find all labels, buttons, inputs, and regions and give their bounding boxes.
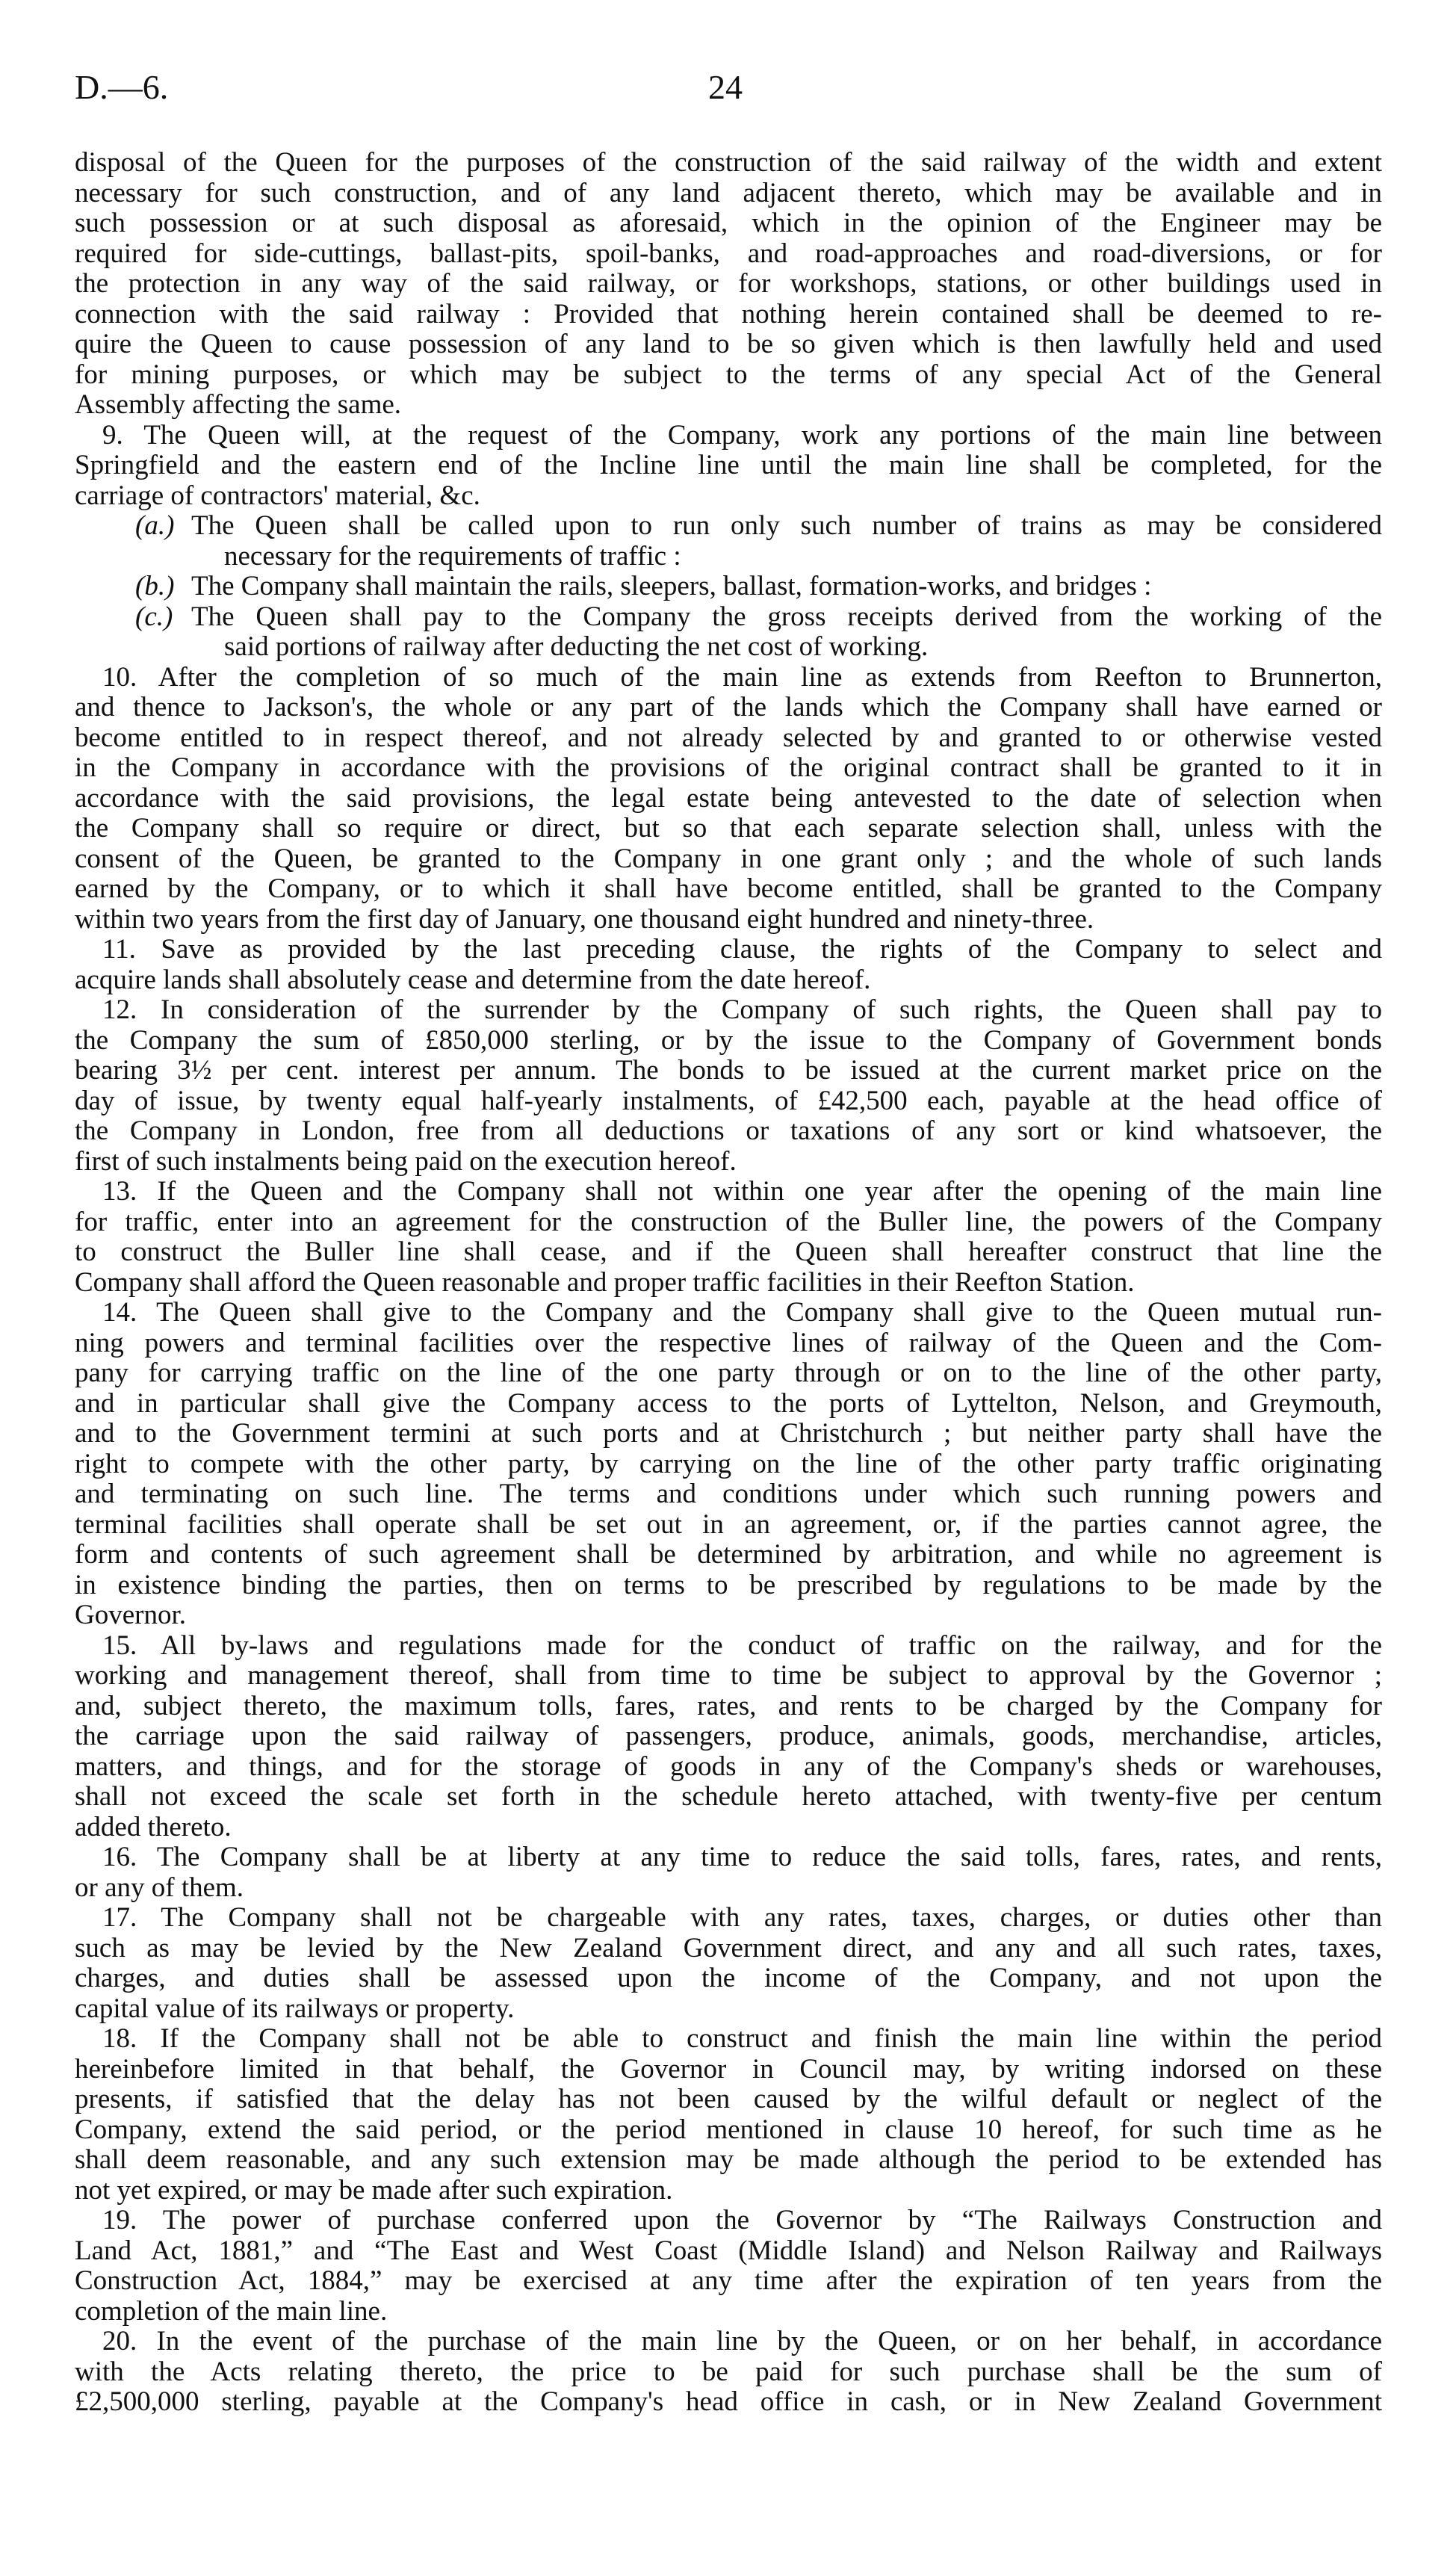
text-line bbox=[135, 572, 1382, 602]
text-line: with the Acts relating thereto, the price to be paid for such purchase shall be the sum of bbox=[75, 2356, 1382, 2387]
text-line: the carriage upon the said railway of passengers, produce, animals, goods, merchandise, articles, bbox=[75, 1721, 1382, 1751]
text-line: pany for carrying traffic on the line of the one party through or on to the line of the other party, bbox=[75, 1358, 1382, 1388]
text-line: 10. After the completion of so much of the main line as extends from Reefton to Brunnerton, bbox=[102, 661, 1382, 693]
text-line: not yet expired, or may be made after such expiration. bbox=[75, 2174, 673, 2206]
text-line: hereinbefore limited in that behalf, the Governor in Council may, by writing indorsed on these bbox=[75, 2053, 1382, 2085]
text-line: in the Company in accordance with the provisions of the original contract shall be granted to it in bbox=[75, 752, 1382, 783]
text-line: the Company in London, free from all deductions or taxations of any sort or kind whatsoever, the bbox=[75, 1115, 1382, 1146]
text-line: presents, if satisfied that the delay has not been caused by the wilful default or neglect of the bbox=[75, 2084, 1382, 2114]
text-line: Springfield and the eastern end of the Incline line until the main line shall be completed, for the bbox=[75, 450, 1382, 480]
text-line: 14. The Queen shall give to the Company and the Company shall give to the Queen mutual run- bbox=[102, 1297, 1382, 1328]
text-line: carriage of contractors' material, &c. bbox=[75, 480, 480, 511]
subclause-text: The Company shall maintain the rails, sleepers, ballast, formation-works, and bridges : bbox=[191, 571, 1152, 601]
text-line: the Company shall so require or direct, but so that each separate selection shall, unless with the bbox=[75, 813, 1382, 844]
text-line: working and management thereof, shall from time to time be subject to approval by the Governor ; bbox=[75, 1660, 1382, 1691]
text-line: for traffic, enter into an agreement for the construction of the Buller line, the powers of the Company bbox=[75, 1206, 1382, 1237]
subclause-text: The Queen shall pay to the Company the gross receipts derived from the working of the bbox=[191, 601, 1382, 632]
text-line: within two years from the first day of January, one thousand eight hundred and ninety-three. bbox=[75, 903, 1094, 935]
text-line: 15. All by-laws and regulations made for the conduct of traffic on the railway, and for the bbox=[102, 1630, 1382, 1661]
text-line: earned by the Company, or to which it shall have become entitled, shall be granted to the Company bbox=[75, 873, 1382, 904]
text-line: necessary for such construction, and of any land adjacent thereto, which may be available and in bbox=[75, 177, 1382, 208]
text-line: first of such instalments being paid on the execution hereof. bbox=[75, 1145, 737, 1177]
text-line: and, subject thereto, the maximum tolls, fares, rates, and rents to be charged by the Company for bbox=[75, 1690, 1382, 1721]
text-line: necessary for the requirements of traffic : bbox=[224, 540, 681, 572]
text-line: Land Act, 1881,” and “The East and West Coast (Middle Island) and Nelson Railway and Railways bbox=[75, 2235, 1382, 2266]
text-line: form and contents of such agreement shall be determined by arbitration, and while no agreement is bbox=[75, 1539, 1382, 1570]
text-line: Company shall afford the Queen reasonable and proper traffic facilities in their Reefton Station. bbox=[75, 1266, 1135, 1298]
text-line: Governor. bbox=[75, 1600, 186, 1630]
text-line: terminal facilities shall operate shall be set out in an agreement, or, if the parties cannot agree, the bbox=[75, 1508, 1382, 1540]
text-line: charges, and duties shall be assessed upon the income of the Company, and not upon the bbox=[75, 1963, 1382, 1993]
text-line: right to compete with the other party, by carrying on the line of the other party traffic originating bbox=[75, 1448, 1382, 1479]
text-line: said portions of railway after deducting the net cost of working. bbox=[224, 631, 929, 662]
text-line: disposal of the Queen for the purposes of the construction of the said railway of the width and extent bbox=[75, 147, 1382, 178]
text-line: connection with the said railway : Provided that nothing herein contained shall be deemed to re- bbox=[75, 298, 1382, 329]
text-line: and terminating on such line. The terms and conditions under which such running powers and bbox=[75, 1479, 1382, 1509]
text-line: the Company the sum of £850,000 sterling, or by the issue to the Company of Government bonds bbox=[75, 1024, 1382, 1056]
text-line: such as may be levied by the New Zealand Government direct, and any and all such rates, taxes, bbox=[75, 1932, 1382, 1963]
text-line: shall not exceed the scale set forth in the schedule hereto attached, with twenty-five per centum bbox=[75, 1781, 1382, 1812]
text-line: to construct the Buller line shall cease, and if the Queen shall hereafter construct that line the bbox=[75, 1237, 1382, 1267]
text-line: 19. The power of purchase conferred upon the Governor by “The Railways Construction and bbox=[102, 2205, 1382, 2235]
text-line bbox=[135, 511, 1382, 542]
text-line: 11. Save as provided by the last preceding clause, the rights of the Company to select and bbox=[102, 934, 1382, 965]
text-line: Company, extend the said period, or the period mentioned in clause 10 hereof, for such time as he bbox=[75, 2114, 1382, 2145]
text-line: added thereto. bbox=[75, 1811, 232, 1842]
subclause-text: The Queen shall be called upon to run only such number of trains as may be considered bbox=[191, 510, 1382, 541]
text-line: quire the Queen to cause possession of any land to be so given which is then lawfully held and used bbox=[75, 329, 1382, 359]
text-line: 17. The Company shall not be chargeable with any rates, taxes, charges, or duties other than bbox=[102, 1902, 1382, 1933]
text-line: accordance with the said provisions, the legal estate being antevested to the date of selection when bbox=[75, 782, 1382, 814]
text-line: consent of the Queen, be granted to the Company in one grant only ; and the whole of such lands bbox=[75, 843, 1382, 874]
text-line: for mining purposes, or which may be subject to the terms of any special Act of the General bbox=[75, 359, 1382, 390]
text-line: 16. The Company shall be at liberty at any time to reduce the said tolls, fares, rates, and rents, bbox=[102, 1842, 1382, 1872]
text-line: Construction Act, 1884,” may be exercised at any time after the expiration of ten years from the bbox=[75, 2265, 1382, 2296]
text-line: 18. If the Company shall not be able to construct and finish the main line within the period bbox=[102, 2023, 1382, 2054]
page-number: 24 bbox=[708, 68, 743, 106]
document-reference: D.—6. bbox=[75, 68, 169, 106]
text-line: acquire lands shall absolutely cease and determine from the date hereof. bbox=[75, 964, 871, 995]
text-line: such possession or at such disposal as aforesaid, which in the opinion of the Engineer may be bbox=[75, 208, 1382, 238]
text-line: bearing 3½ per cent. interest per annum. The bonds to be issued at the current market price on the bbox=[75, 1055, 1382, 1086]
text-line: 12. In consideration of the surrender by the Company of such rights, the Queen shall pay to bbox=[102, 994, 1382, 1025]
subclause-label: (c.) bbox=[135, 601, 173, 632]
text-line: and in particular shall give the Company access to the ports of Lyttelton, Nelson, and Greymouth, bbox=[75, 1387, 1382, 1419]
text-line: become entitled to in respect thereof, and not already selected by and granted to or otherwise vested bbox=[75, 722, 1382, 753]
text-line: or any of them. bbox=[75, 1872, 244, 1903]
text-line: the protection in any way of the said railway, or for workshops, stations, or other buildings used in bbox=[75, 268, 1382, 299]
text-line: 20. In the event of the purchase of the main line by the Queen, or on her behalf, in accordance bbox=[102, 2326, 1382, 2356]
text-line: capital value of its railways or property. bbox=[75, 1993, 515, 2024]
text-line: 9. The Queen will, at the request of the Company, work any portions of the main line between bbox=[102, 419, 1382, 451]
subclause-label: (b.) bbox=[135, 571, 175, 601]
text-line: in existence binding the parties, then on terms to be prescribed by regulations to be made by the bbox=[75, 1569, 1382, 1600]
text-line: and to the Government termini at such ports and at Christchurch ; but neither party shall have the bbox=[75, 1418, 1382, 1449]
text-line: day of issue, by twenty equal half-yearly instalments, of £42,500 each, payable at the head office of bbox=[75, 1085, 1382, 1116]
text-line: 13. If the Queen and the Company shall not within one year after the opening of the main line bbox=[102, 1176, 1382, 1207]
text-line: required for side-cuttings, ballast-pits, spoil-banks, and road-approaches and road-diversions, or for bbox=[75, 238, 1382, 269]
text-line: completion of the main line. bbox=[75, 2295, 388, 2327]
text-line: shall deem reasonable, and any such extension may be made although the period to be extended has bbox=[75, 2144, 1382, 2175]
text-line bbox=[135, 602, 1382, 633]
text-line: matters, and things, and for the storage of goods in any of the Company's sheds or warehouses, bbox=[75, 1751, 1382, 1782]
text-line: ning powers and terminal facilities over the respective lines of railway of the Queen and the Com- bbox=[75, 1327, 1382, 1358]
text-line: and thence to Jackson's, the whole or any part of the lands which the Company shall have earned or bbox=[75, 692, 1382, 722]
text-line: Assembly affecting the same. bbox=[75, 389, 402, 420]
text-line: £2,500,000 sterling, payable at the Company's head office in cash, or in New Zealand Government bbox=[75, 2386, 1382, 2417]
subclause-label: (a.) bbox=[135, 510, 175, 541]
